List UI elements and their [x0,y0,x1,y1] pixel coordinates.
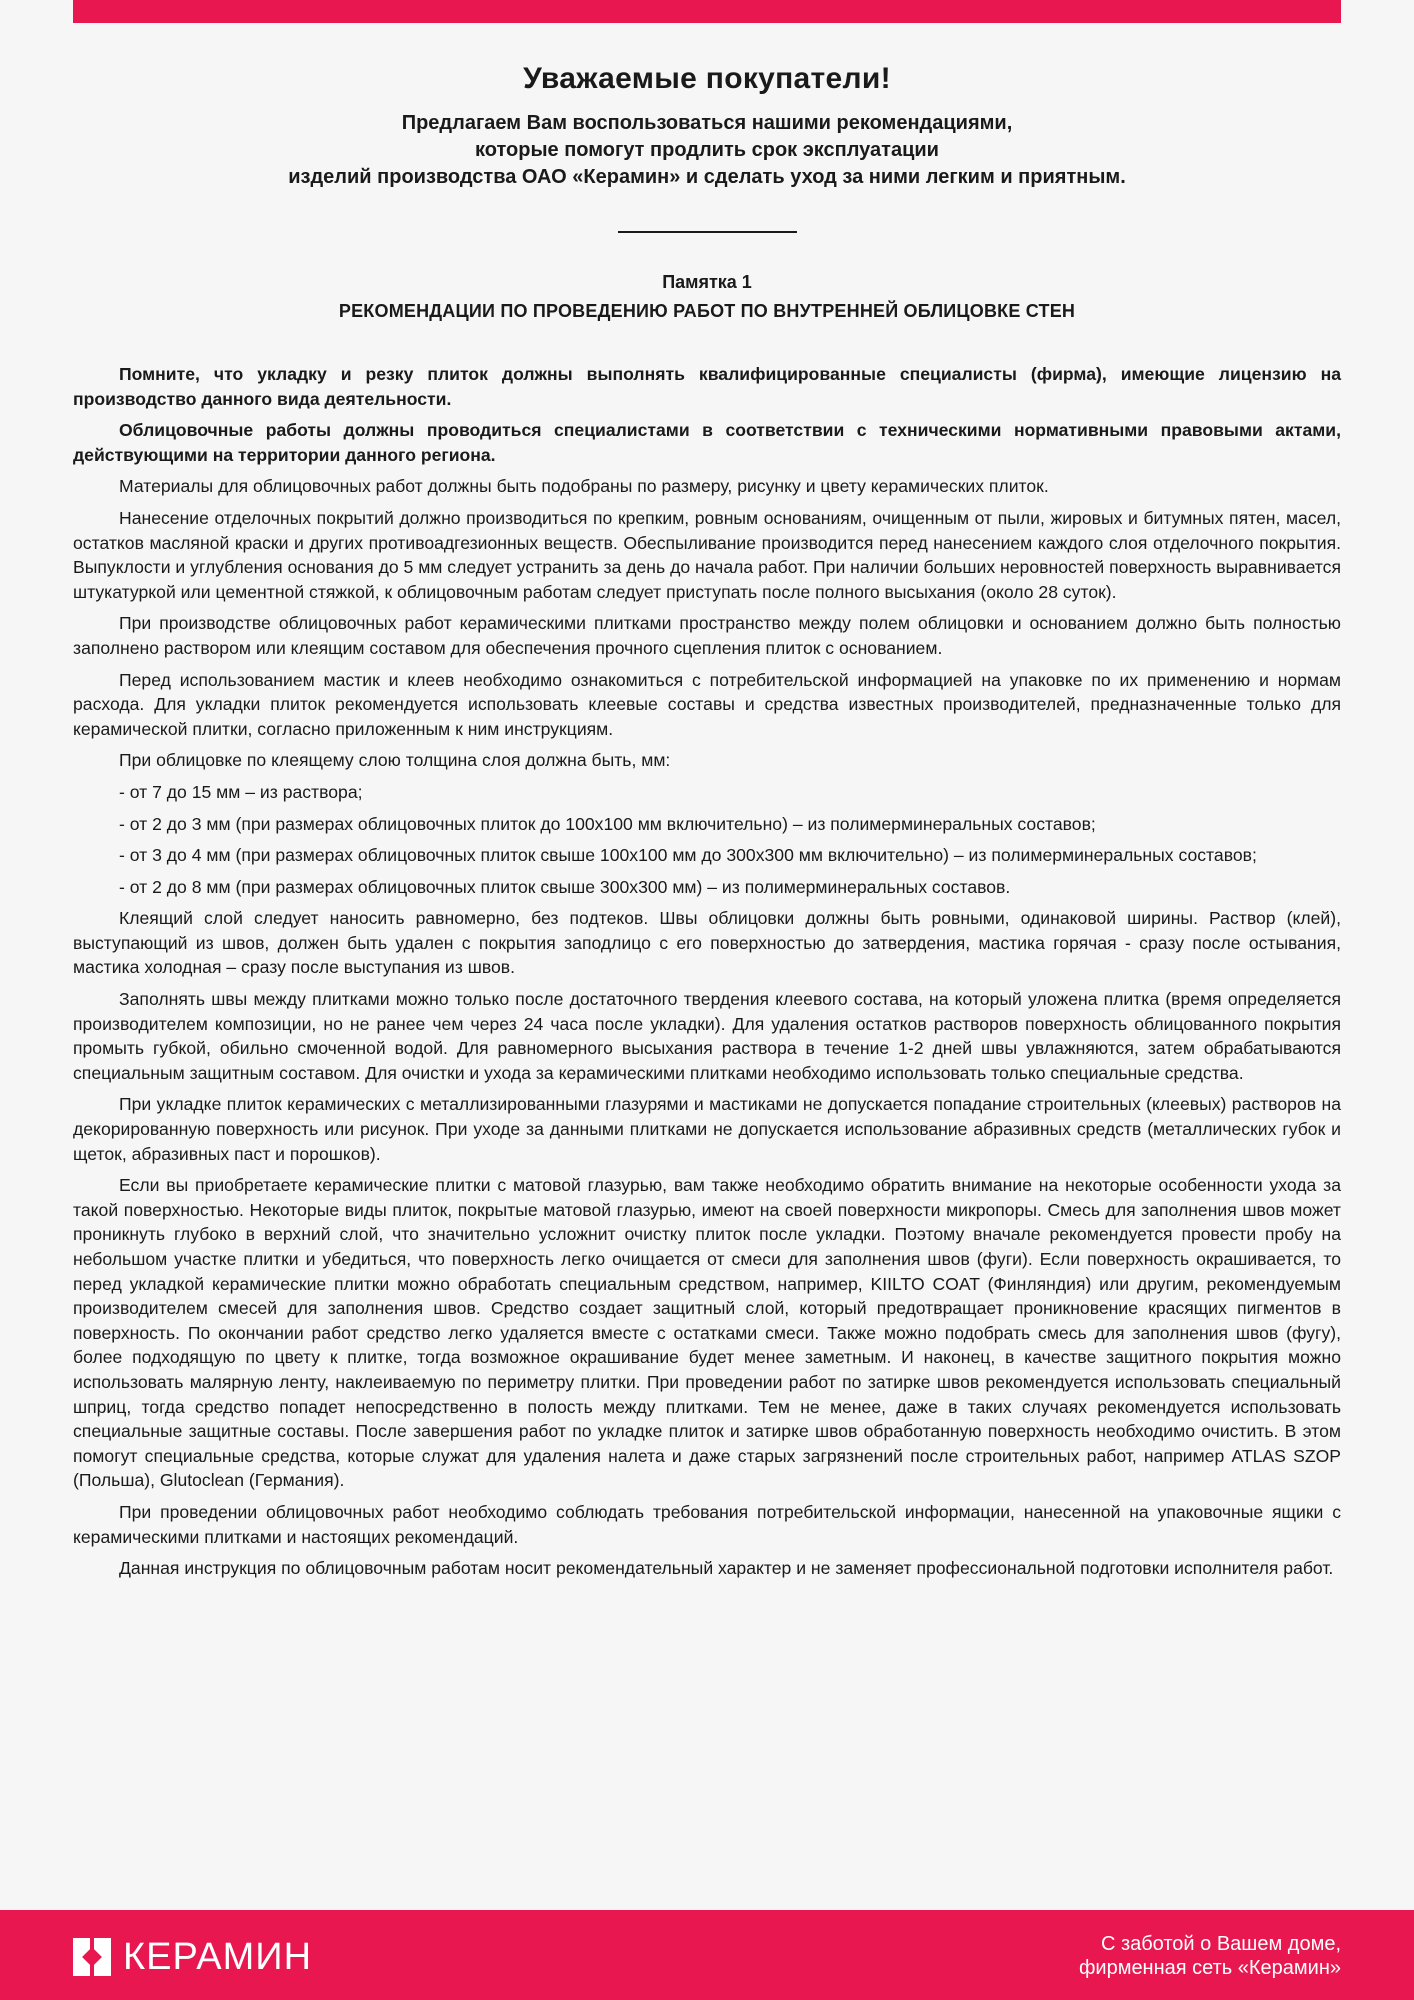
paragraph: Облицовочные работы должны проводиться специалистами в соответствии с техническими нормативными правовыми актами, действующими на территории данного региона. [73,420,1341,465]
paragraph: Помните, что укладку и резку плиток должны выполнять квалифицированные специалисты (фирма), имеющие лицензию на производство данного вида деятельности. [73,364,1341,409]
paragraph: Заполнять швы между плитками можно только после достаточного твердения клеевого состава, на который уложена плитка (время определяется производителем композиции, но не ранее чем через 24 часа после укладки). Для удаления остатков растворов поверхность облицованного покрытия промыть губкой, обильно смоченной водой. Для равномерного высыхания раствора в течение 1-2 дней швы увлажняются, затем обрабатываются специальным защитным составом. Для очистки и ухода за керамическими плитками необходимо использовать только специальные средства. [73,989,1341,1083]
memo-heading [0,268,1414,326]
intro-line: которые помогут продлить срок эксплуатации [475,139,939,161]
top-accent-bar [73,0,1341,23]
header [0,58,1414,191]
document-body [73,362,1341,1588]
paragraph: При облицовке по клеящему слою толщина слоя должна быть, мм: [119,750,671,771]
brand-logo [73,1937,312,1977]
paragraph: При укладке плиток керамических с металлизированными глазурями и мастиками не допускается попадание строительных (клеевых) растворов на декорированную поверхность или рисунок. При уходе за данными плитками не допускается использование абразивных средств (металлических губок и щеток, абразивных паст и порошков). [73,1094,1341,1164]
paragraph: При производстве облицовочных работ керамическими плитками пространство между полем облицовки и основанием должно быть полностью заполнено раствором или клеящим составом для обеспечения прочного сцепления плиток с основанием. [73,613,1341,658]
paragraph: Нанесение отделочных покрытий должно производиться по крепким, ровным основаниям, очищенным от пыли, жировых и битумных пятен, масел, остатков масляной краски и других противоадгезионных веществ. Обеспыливание производится перед нанесением каждого слоя отделочного покрытия. Выпуклости и углубления основания до 5 мм следует устранить за день до начала работ. При наличии больших неровностей поверхность выравнивается штукатуркой или цементной стяжкой, к облицовочным работам следует приступать после полного высыхания (около 28 суток). [73,507,1341,602]
keramin-logo-icon [73,1938,111,1976]
paragraph: Перед использованием мастик и клеев необходимо ознакомиться с потребительской информацией на упаковке по их применению и нормам расхода. Для укладки плиток рекомендуется использовать клеевые составы и средства известных производителей, предназначенные только для керамической плитки, согласно приложенным к ним инструкциям. [73,669,1341,739]
paragraph: Материалы для облицовочных работ должны быть подобраны по размеру, рисунку и цвету керамических плиток. [119,476,1049,497]
slogan-line: С заботой о Вашем доме, [1100,1933,1341,1955]
logo-text: КЕРАМИН [123,1936,313,1978]
paragraph: Клеящий слой следует наносить равномерно, без подтеков. Швы облицовки должны быть ровными, одинаковой ширины. Раствор (клей), выступающий из швов, должен быть удален с покрытия заподлицо с его поверхностью до затвердения, мастика горячая - сразу после остывания, мастика холодная – сразу после выступания из швов. [73,908,1341,978]
memo-title: РЕКОМЕНДАЦИИ ПО ПРОВЕДЕНИЮ РАБОТ ПО ВНУТРЕННЕЙ ОБЛИЦОВКЕ СТЕН [338,301,1076,321]
list-item: - от 2 до 3 мм (при размерах облицовочных плиток до 100х100 мм включительно) – из полимерминеральных составов; [119,813,1096,834]
header-divider [618,231,797,233]
footer-band [0,1910,1414,2000]
paragraph: Данная инструкция по облицовочным работам носит рекомендательный характер и не заменяет профессиональной подготовки исполнителя работ. [119,1558,1334,1579]
greeting-heading: Уважаемые покупатели! [523,62,891,95]
slogan-line: фирменная сеть «Керамин» [1078,1957,1341,1979]
paragraph: Если вы приобретаете керамические плитки с матовой глазурью, вам также необходимо обратить внимание на некоторые особенности ухода за такой поверхностью. Некоторые виды плиток, покрытые матовой глазурью, имеют на своей поверхности микропоры. Смесь для заполнения швов может проникнуть глубоко в верхний слой, что значительно усложнит очистку плиток после укладки. Поэтому вначале рекомендуется провести пробу на небольшом участке плитки и убедиться, что поверхность легко очищается от смеси для заполнения швов (фуги). Если поверхность окрашивается, то перед укладкой керамические плитки можно обработать специальным средством, например, KIILTO COAT (Финляндия) или другим, рекомендуемым производителем смесей для заполнения швов. Средство создает защитный слой, который предотвращает проникновение красящих пигментов в поверхность. По окончании работ средство легко удаляется вместе с остатками смеси. Также можно подобрать смесь для заполнения швов (фугу), более подходящую по цвету к плитке, тогда возможное окрашивание будет менее заметным. И наконец, в качестве защитного покрытия можно использовать малярную ленту, наклеиваемую по периметру плитки. При проведении работ по затирке швов рекомендуется использовать специальный шприц, тогда средство попадет непосредственно в полость между плитками. Тем не менее, даже в таких случаях рекомендуется использовать специальные защитные составы. После завершения работ по укладке плиток и затирке швов обработанную поверхность необходимо очистить. В этом помогут специальные средства, которые служат для удаления налета и даже старых загрязнений после строительных работ, например ATLAS SZOP (Польша), Glutoclean (Германия). [73,1175,1341,1491]
list-item: - от 3 до 4 мм (при размерах облицовочных плиток свыше 100х100 мм до 300х300 мм включительно) – из полимерминеральных составов; [119,845,1257,866]
intro-text [0,110,1414,191]
list-item: - от 2 до 8 мм (при размерах облицовочных плиток свыше 300х300 мм) – из полимерминеральных составов. [119,876,1011,897]
paragraph: При проведении облицовочных работ необходимо соблюдать требования потребительской информации, нанесенной на упаковочные ящики с керамическими плитками и настоящих рекомендаций. [73,1501,1341,1547]
footer-slogan [1079,1932,1341,1980]
list-item: - от 7 до 15 мм – из раствора; [119,781,363,802]
memo-number: Памятка 1 [662,272,752,292]
intro-line: изделий производства ОАО «Керамин» и сделать уход за ними легким и приятным. [288,166,1126,188]
intro-line: Предлагаем Вам воспользоваться нашими рекомендациями, [401,112,1013,134]
